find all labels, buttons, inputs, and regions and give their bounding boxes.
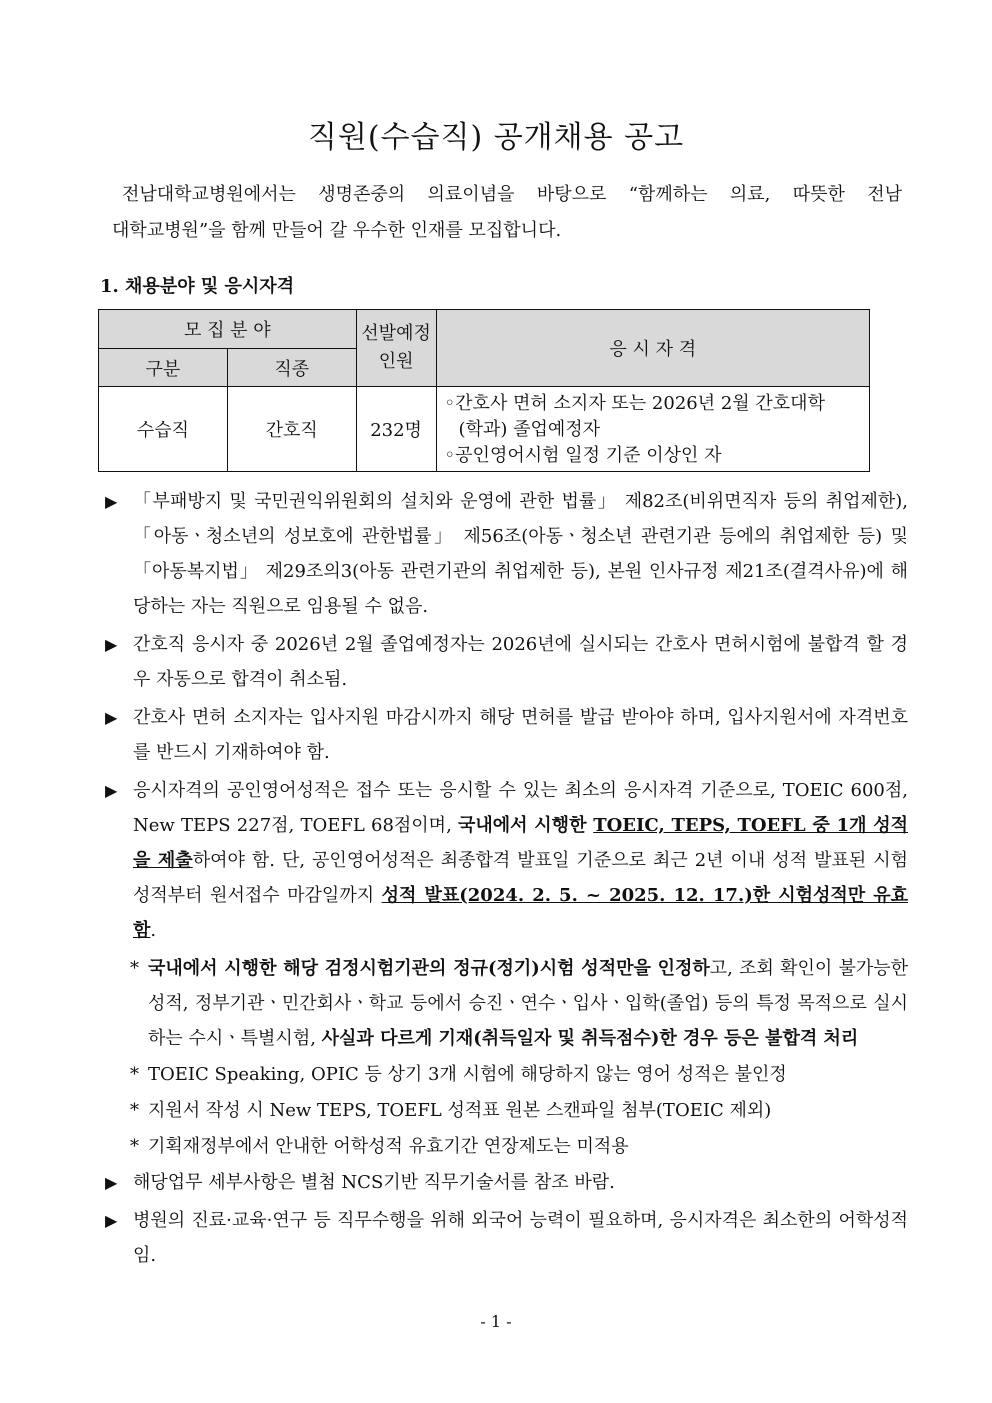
notice-item bbox=[105, 700, 908, 770]
notice-list bbox=[105, 484, 908, 1276]
header-headcount: 선발예정 인원 bbox=[356, 310, 436, 387]
notice-text: 병원의 진료·교육·연구 등 직무수행을 위해 외국어 능력이 필요하며, 응시자격은 최소한의 어학성적임. bbox=[133, 1210, 908, 1266]
notice-text: 응시자격의 공인영어성적은 접수 또는 응시할 수 있는 최소의 응시자격 기준으로, TOEIC 600점, New TEPS 227점, TOEFL 68점이며, bbox=[133, 780, 908, 836]
bullet-triangle-icon: ▶ bbox=[105, 635, 118, 654]
header-recruit-field: 모 집 분 야 bbox=[99, 310, 357, 349]
cell-job-type: 간호직 bbox=[227, 387, 356, 472]
note-item bbox=[105, 1057, 908, 1092]
notice-emphasis: 성적 발표(2024. 2. 5. ~ 2025. 12. 17.)한 시험성적만 유효함 bbox=[133, 885, 908, 941]
note-item bbox=[105, 951, 908, 1056]
cell-headcount: 232명 bbox=[356, 387, 436, 472]
bullet-triangle-icon: ▶ bbox=[105, 781, 118, 800]
note-text: 고, 조회 확인이 불가능한 성적, 정부기관ㆍ민간회사ㆍ학교 등에서 승진ㆍ연수ㆍ입사ㆍ입학(졸업) 등의 특정 목적으로 실시하는 수시ㆍ특별시험, bbox=[148, 958, 908, 1049]
notice-text: 간호사 면허 소지자는 입사지원 마감시까지 해당 면허를 발급 받아야 하며, 입사지원서에 자격번호를 반드시 기재하여야 함. bbox=[133, 707, 908, 763]
note-text: 기획재정부에서 안내한 어학성적 유효기간 연장제도는 미적용 bbox=[148, 1136, 629, 1157]
notice-item bbox=[105, 627, 908, 697]
cell-qualification bbox=[436, 387, 869, 472]
notice-text: 해당업무 세부사항은 별첨 NCS기반 직무기술서를 참조 바람. bbox=[133, 1172, 615, 1193]
header-category: 구분 bbox=[99, 349, 228, 387]
bullet-triangle-icon: ▶ bbox=[105, 1173, 118, 1192]
header-job-type: 직종 bbox=[227, 349, 356, 387]
intro-line-2: 대학교병원”을 함께 만들어 갈 우수한 인재를 모집합니다. bbox=[112, 220, 562, 241]
note-text: TOEIC Speaking, OPIC 등 상기 3개 시험에 해당하지 않는 영어 성적은 불인정 bbox=[148, 1064, 787, 1085]
notice-item bbox=[105, 773, 908, 948]
notice-item bbox=[105, 1165, 908, 1200]
qualification-item: ◦공인영어시험 일정 기준 이상인 자 bbox=[444, 445, 722, 466]
section-heading: 1. 채용분야 및 응시자격 bbox=[100, 276, 295, 297]
notice-text: . bbox=[150, 920, 157, 941]
cell-category: 수습직 bbox=[99, 387, 228, 472]
note-asterisk: * bbox=[130, 958, 139, 979]
note-asterisk: * bbox=[130, 1136, 139, 1157]
note-asterisk: * bbox=[130, 1100, 139, 1121]
notice-item bbox=[105, 484, 908, 624]
notice-emphasis: TOEIC, TEPS, TOEFL 중 1개 성적을 제출 bbox=[133, 815, 909, 871]
notice-text: 하여야 함. 단, 공인영어성적은 최종합격 발표일 기준으로 최근 2년 이내 성적 발표된 시험성적부터 원서접수 마감일까지 bbox=[133, 850, 908, 906]
qualification-item-cont: (학과) 졸업예정자 bbox=[458, 419, 601, 440]
recruitment-table bbox=[98, 309, 870, 472]
intro-line-1: 전남대학교병원에서는 생명존중의 의료이념을 바탕으로 “함께하는 의료, 따뜻한 전남 bbox=[122, 184, 902, 205]
note-bold-text: 국내에서 시행한 해당 검정시험기관의 정규(정기)시험 성적만을 인정하 bbox=[148, 958, 710, 979]
notice-item bbox=[105, 1203, 908, 1273]
note-asterisk: * bbox=[130, 1064, 139, 1085]
note-item bbox=[105, 1129, 908, 1164]
note-item bbox=[105, 1093, 908, 1128]
bullet-triangle-icon: ▶ bbox=[105, 1211, 118, 1230]
note-bold-text: 사실과 다르게 기재(취득일자 및 취득점수)한 경우 등은 불합격 처리 bbox=[321, 1028, 859, 1049]
header-qualification: 응 시 자 격 bbox=[436, 310, 869, 387]
qualification-item: ◦간호사 면허 소지자 또는 2026년 2월 간호대학 bbox=[444, 393, 825, 414]
page-number: - 1 - bbox=[480, 1312, 512, 1331]
notice-bold-text: 국내에서 시행한 bbox=[458, 815, 594, 836]
intro-paragraph bbox=[112, 177, 902, 249]
bullet-triangle-icon: ▶ bbox=[105, 492, 118, 511]
notice-text: 간호직 응시자 중 2026년 2월 졸업예정자는 2026년에 실시되는 간호사 면허시험에 불합격 할 경우 자동으로 합격이 취소됨. bbox=[133, 634, 908, 690]
page-title: 직원(수습직) 공개채용 공고 bbox=[307, 120, 685, 155]
notice-text: 「부패방지 및 국민권익위원회의 설치와 운영에 관한 법률」 제82조(비위면직자 등의 취업제한), 「아동ㆍ청소년의 성보호에 관한법률」 제56조(아동ㆍ청소년 관련기관 등에의 취업제한 등) 및 「아동복지법」 제29조의3(아동 관련기관의 취업제한 등), 본원 인사규정 제21조(결격사유)에 해당하는 자는 직원으로 임용될 수 없음. bbox=[133, 491, 908, 617]
note-text: 지원서 작성 시 New TEPS, TOEFL 성적표 원본 스캔파일 첨부(TOEIC 제외) bbox=[148, 1100, 772, 1121]
bullet-triangle-icon: ▶ bbox=[105, 708, 118, 727]
